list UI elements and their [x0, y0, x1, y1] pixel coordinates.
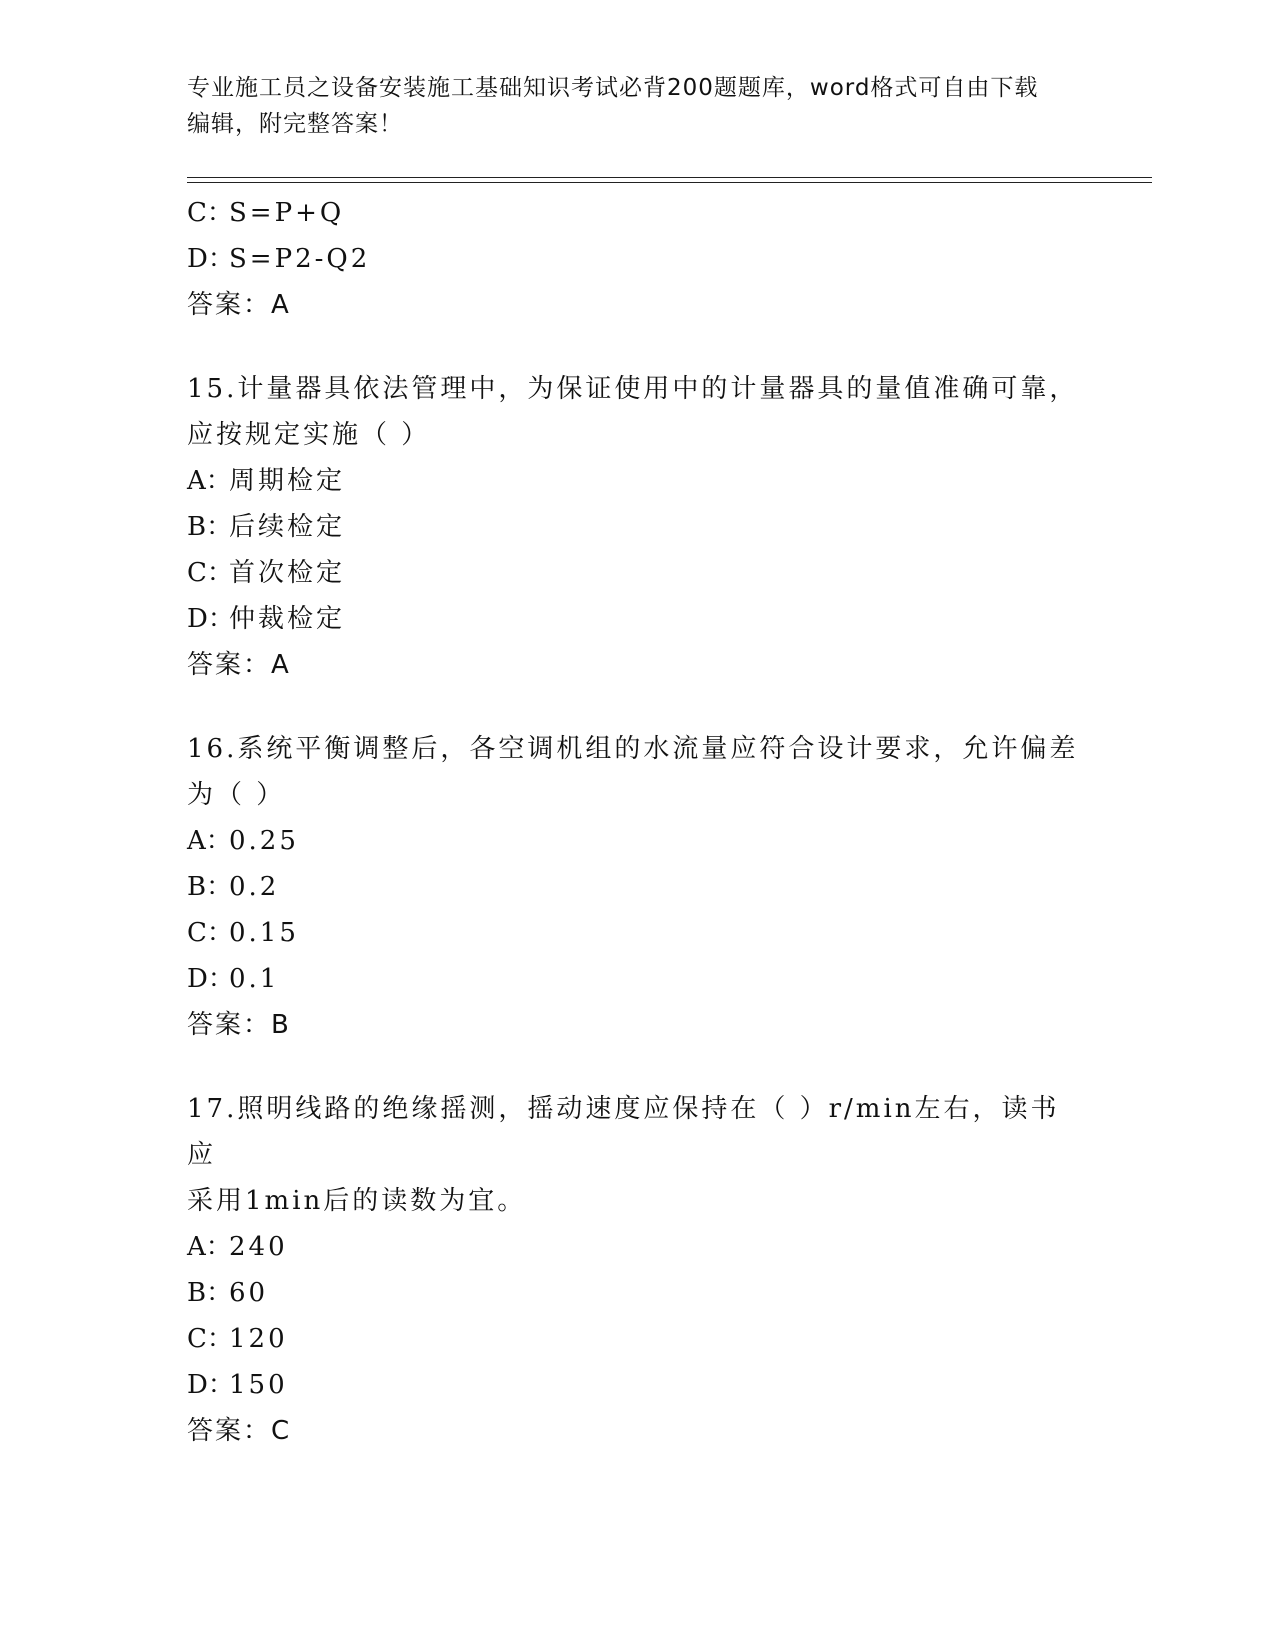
header-divider-top: [187, 177, 1152, 178]
option-d: D：仲裁检定: [187, 604, 346, 634]
option-d: D：0.1: [187, 964, 280, 994]
question-stem: 15.计量器具依法管理中，为保证使用中的计量器具的量值准确可靠， 应按规定实施（ ）: [187, 374, 1079, 450]
header-line-2: 编辑，附完整答案！: [187, 111, 403, 137]
question-17: [187, 1086, 1087, 1454]
answer-line: 答案：C: [187, 1416, 292, 1446]
question-15: [187, 366, 1087, 688]
option-a: A：0.25: [187, 826, 299, 856]
question-16: [187, 726, 1087, 1048]
answer-line: 答案：A: [187, 650, 291, 680]
option-d: D：S=P2-Q2: [187, 244, 371, 274]
option-c: C：S=P+Q: [187, 198, 345, 228]
header-divider-bottom: [187, 182, 1152, 183]
answer-line: 答案：B: [187, 1010, 291, 1040]
option-b: B：60: [187, 1278, 269, 1308]
option-a: A：240: [187, 1232, 288, 1262]
option-b: B：后续检定: [187, 512, 346, 542]
header-line-1: 专业施工员之设备安装施工基础知识考试必背200题题库，word格式可自由下载: [187, 75, 1039, 101]
document-body: [187, 190, 1087, 1454]
option-a: A：周期检定: [187, 466, 346, 496]
option-c: C：120: [187, 1324, 288, 1354]
question-stem: 16.系统平衡调整后，各空调机组的水流量应符合设计要求，允许偏差 为（ ）: [187, 734, 1079, 810]
option-d: D：150: [187, 1370, 288, 1400]
option-b: B：0.2: [187, 872, 280, 902]
option-c: C：首次检定: [187, 558, 346, 588]
previous-question-tail: [187, 190, 1087, 328]
answer-line: 答案：A: [187, 290, 291, 320]
document-header: [187, 70, 1087, 142]
option-c: C：0.15: [187, 918, 299, 948]
question-stem: 17.照明线路的绝缘摇测，摇动速度应保持在（ ）r/min左右，读书应 采用1min后的读数为宜。: [187, 1094, 1060, 1216]
